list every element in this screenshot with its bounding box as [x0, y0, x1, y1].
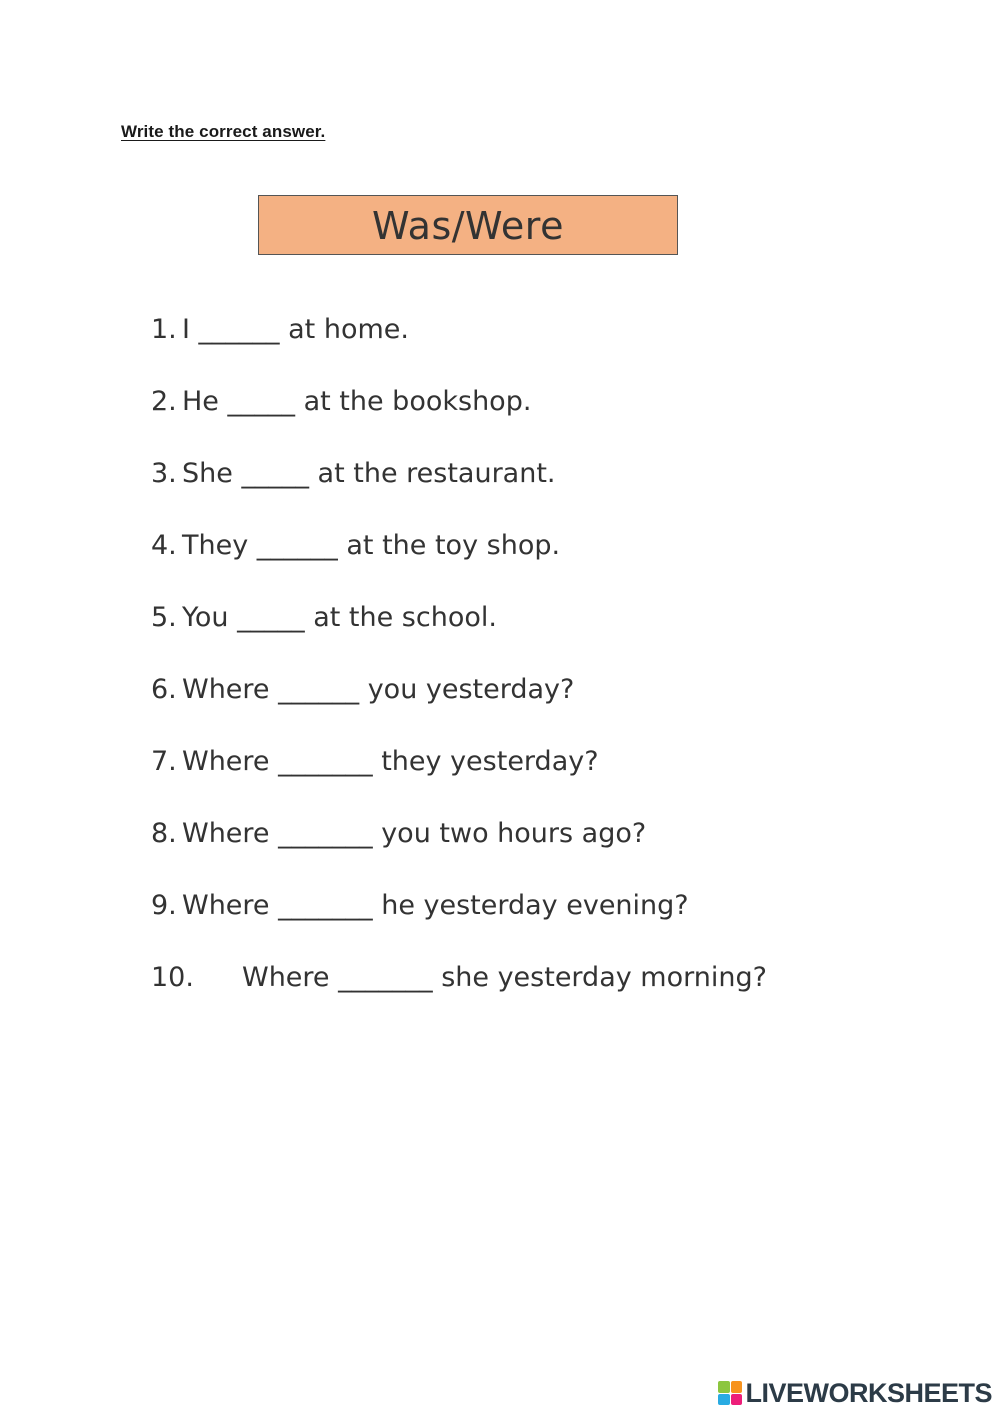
question-list — [151, 310, 767, 1030]
question-text: Where _______ you two hours ago? — [182, 818, 647, 849]
question-item — [151, 454, 767, 526]
question-item — [151, 382, 767, 454]
question-number: 5. — [151, 602, 177, 633]
question-item — [151, 742, 767, 814]
question-number: 3. — [151, 458, 177, 489]
question-number: 9. — [151, 890, 177, 921]
question-item — [151, 670, 767, 742]
question-item — [151, 886, 767, 958]
question-item — [151, 598, 767, 670]
liveworksheets-logo-icon — [718, 1381, 742, 1405]
question-text: Where _______ he yesterday evening? — [182, 890, 689, 921]
question-text: Where _______ she yesterday morning? — [242, 962, 767, 993]
question-text: She _____ at the restaurant. — [182, 458, 556, 489]
question-item — [151, 958, 767, 1030]
liveworksheets-watermark — [718, 1378, 992, 1408]
question-number: 6. — [151, 674, 177, 705]
question-item — [151, 310, 767, 382]
question-text: Where ______ you yesterday? — [182, 674, 575, 705]
question-text: You _____ at the school. — [182, 602, 497, 633]
question-text: They ______ at the toy shop. — [182, 530, 561, 561]
question-text: I ______ at home. — [182, 314, 409, 345]
question-text: He _____ at the bookshop. — [182, 386, 532, 417]
question-text: Where _______ they yesterday? — [182, 746, 599, 777]
question-item — [151, 814, 767, 886]
title-box — [258, 195, 678, 255]
question-number: 1. — [151, 314, 177, 345]
worksheet-title: Was/Were — [372, 204, 564, 248]
question-number: 2. — [151, 386, 177, 417]
question-number: 10. — [151, 962, 194, 993]
question-number: 8. — [151, 818, 177, 849]
instruction-heading: Write the correct answer. — [121, 122, 326, 141]
watermark-text: LIVEWORKSHEETS — [745, 1377, 992, 1408]
question-number: 4. — [151, 530, 177, 561]
question-item — [151, 526, 767, 598]
question-number: 7. — [151, 746, 177, 777]
